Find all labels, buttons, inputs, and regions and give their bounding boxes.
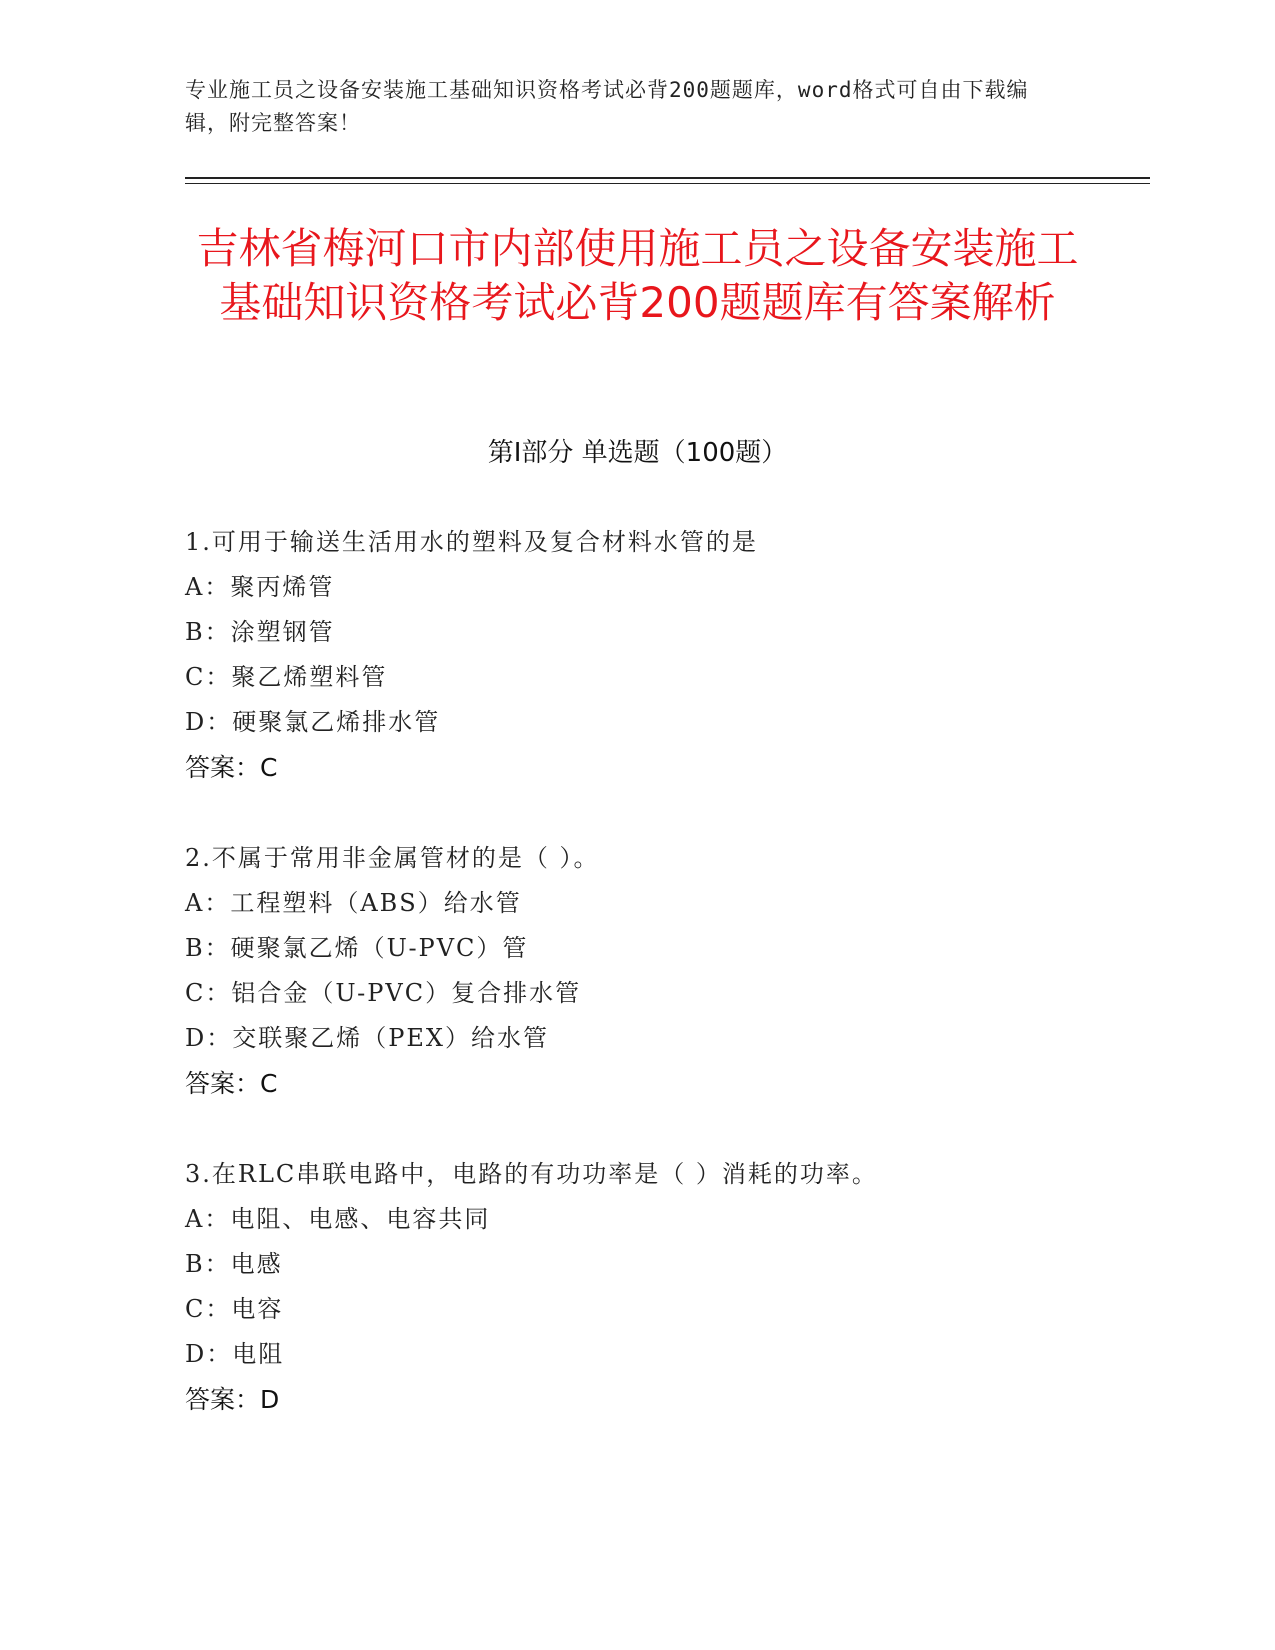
- header-divider-thick: [185, 177, 1150, 179]
- question-block: [185, 1152, 1150, 1422]
- option-b: B：电感: [185, 1250, 283, 1278]
- option-b: B：涂塑钢管: [185, 618, 335, 646]
- option-c: C：电容: [185, 1295, 284, 1323]
- answer: 答案：C: [185, 1069, 278, 1098]
- question-block: [185, 836, 1150, 1106]
- option-b: B：硬聚氯乙烯（U-PVC）管: [185, 934, 529, 962]
- option-d: D：电阻: [185, 1340, 285, 1368]
- option-a: A：工程塑料（ABS）给水管: [185, 889, 522, 917]
- question-block: [185, 520, 1150, 790]
- option-d: D：硬聚氯乙烯排水管: [185, 708, 441, 736]
- option-d: D：交联聚乙烯（PEX）给水管: [185, 1024, 549, 1052]
- header-note: 专业施工员之设备安装施工基础知识资格考试必背200题题库，word格式可自由下载编辑，附完整答案！: [185, 78, 1029, 135]
- option-c: C：铝合金（U-PVC）复合排水管: [185, 979, 582, 1007]
- answer: 答案：C: [185, 753, 278, 782]
- question-stem: 1.可用于输送生活用水的塑料及复合材料水管的是: [185, 528, 758, 556]
- question-stem: 3.在RLC串联电路中，电路的有功功率是（ ）消耗的功率。: [185, 1160, 878, 1188]
- option-a: A：聚丙烯管: [185, 573, 335, 601]
- answer: 答案：D: [185, 1385, 280, 1414]
- option-c: C：聚乙烯塑料管: [185, 663, 388, 691]
- document-title: 吉林省梅河口市内部使用施工员之设备安装施工基础知识资格考试必背200题题库有答案解析: [196, 224, 1079, 327]
- header-divider-thin: [185, 183, 1150, 184]
- question-stem: 2.不属于常用非金属管材的是（ ）。: [185, 844, 600, 872]
- section-heading: 第Ⅰ部分 单选题（100题）: [487, 438, 788, 468]
- option-a: A：电阻、电感、电容共同: [185, 1205, 491, 1233]
